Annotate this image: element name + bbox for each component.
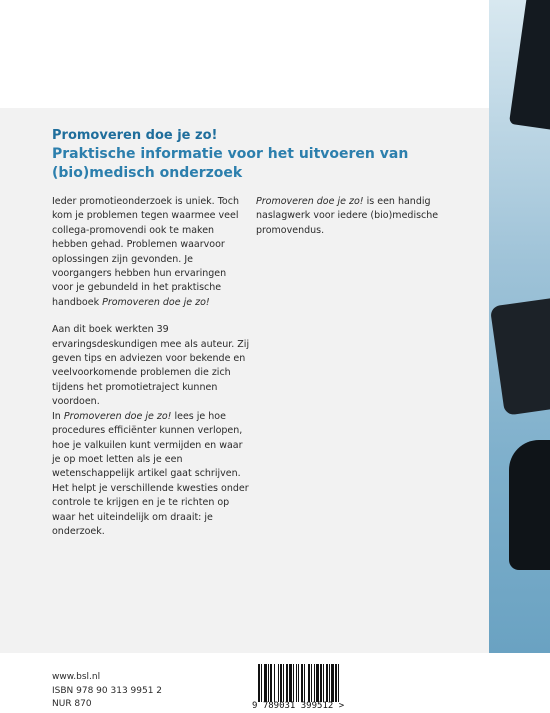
paragraph-text: is een handig naslagwerk voor iedere (bio)medische promovendus. bbox=[256, 196, 439, 236]
right-column bbox=[256, 195, 456, 251]
barcode-stripe bbox=[339, 664, 341, 702]
barcode bbox=[252, 662, 392, 713]
isbn: ISBN 978 90 313 9951 2 bbox=[52, 685, 163, 696]
publisher-url: www.bsl.nl bbox=[52, 672, 101, 682]
paragraph-summary bbox=[256, 195, 456, 238]
paragraph-text: In bbox=[52, 410, 64, 422]
book-title-inline: Promoveren doe je zo! bbox=[63, 410, 172, 422]
book-subtitle: Praktische informatie voor het uitvoeren van (bio)medisch onderzoek bbox=[52, 146, 409, 181]
paragraph-authors bbox=[52, 323, 250, 539]
paragraph-intro bbox=[52, 195, 250, 310]
top-band bbox=[0, 0, 550, 108]
nur-code: NUR 870 bbox=[52, 699, 92, 709]
left-column bbox=[52, 195, 250, 552]
paragraph-text: lees je hoe procedures efficiënter kunnen verlopen, hoe je valkuilen kunt vermijden en waar je op moet letten als je een wetenschappelijk artikel gaat schrijven. Het helpt je verschillende kwesties onder controle te krijgen en je te richten op waar het uiteindelijk om draait: je onderzoek. bbox=[52, 410, 249, 537]
photo-shape bbox=[490, 294, 550, 415]
imprint-block bbox=[52, 671, 162, 712]
photo-shape bbox=[509, 0, 550, 135]
barcode-digits: 9 789031 399512 > bbox=[252, 701, 345, 711]
photo-shape bbox=[509, 440, 550, 570]
paragraph-text: Aan dit boek werkten 39 ervaringsdeskundigen mee als auteur. Zij geven tips en adviezen voor bekende en veelvoorkomende problemen die zich tijdens het promotietraject kunnen voordoen. bbox=[52, 324, 250, 408]
paragraph-text: Ieder promotieonderzoek is uniek. Toch kom je problemen tegen waarmee veel collega-promovendi ook te maken hebben gehad. Problemen waarvoor oplossingen zijn gevonden. Je voorgangers hebben hun ervaringen voor je gebundeld in het praktische handboek bbox=[52, 196, 239, 308]
book-title-inline: Promoveren doe je zo! bbox=[256, 196, 364, 207]
barcode-bars bbox=[258, 664, 374, 702]
book-title: Promoveren doe je zo! bbox=[52, 128, 218, 143]
cover-photo-strip bbox=[489, 0, 550, 653]
book-title-inline: Promoveren doe je zo! bbox=[102, 296, 210, 308]
